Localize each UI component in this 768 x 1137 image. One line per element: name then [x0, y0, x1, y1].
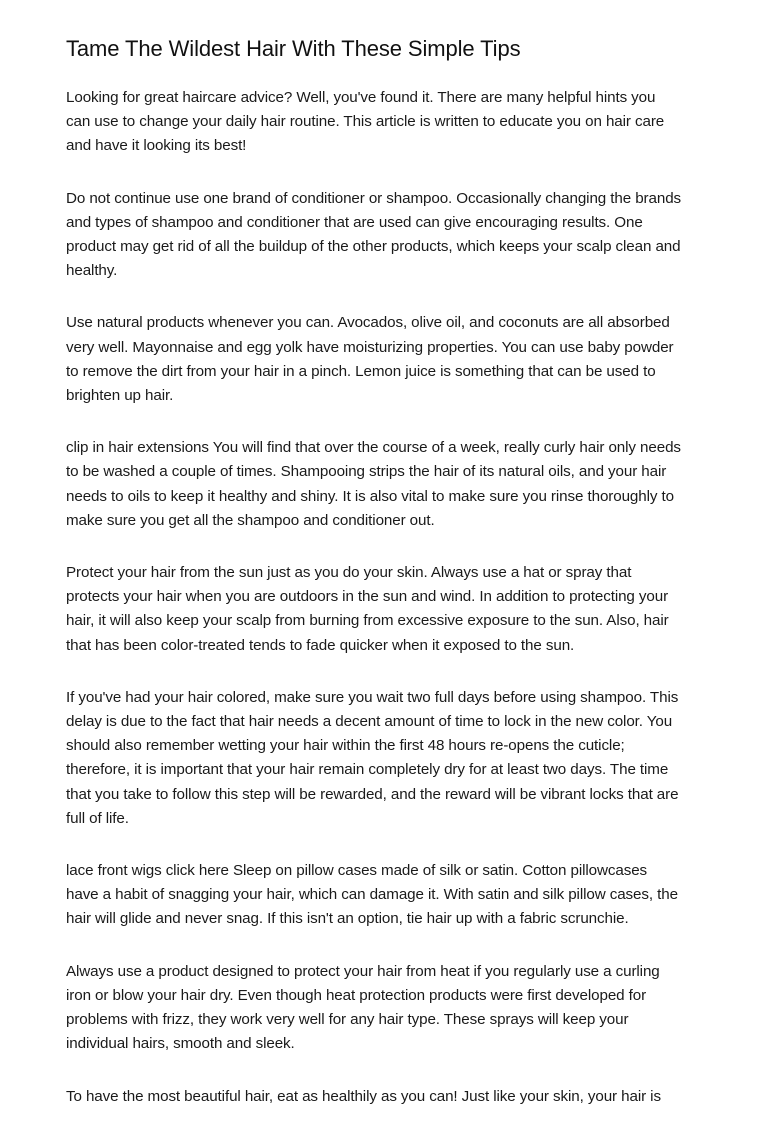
text-line: to be washed a couple of times. Shampooing strips the hair of its natural oils, and your hair — [66, 463, 667, 481]
text-line: Do not continue use one brand of conditioner or shampoo. Occasionally changing the brands — [66, 189, 682, 207]
paragraph — [66, 86, 716, 159]
text-line: hair will glide and never snag. If this isn't an option, tie hair up with a fabric scrunchie. — [66, 910, 629, 928]
text-line: that has been color-treated tends to fade quicker when it exposed to the sun. — [66, 636, 575, 654]
text-line: Always use a product designed to protect your hair from heat if you regularly use a curling — [66, 962, 660, 980]
paragraph — [66, 436, 716, 533]
text-line: to remove the dirt from your hair in a pinch. Lemon juice is something that can be used to — [66, 362, 656, 380]
text-line: full of life. — [66, 809, 129, 827]
text-line: brighten up hair. — [66, 387, 174, 405]
paragraph — [66, 960, 716, 1057]
text-line: problems with frizz, they work very well for any hair type. These sprays will keep your — [66, 1011, 629, 1029]
text-line: should also remember wetting your hair within the first 48 hours re-opens the cuticle; — [66, 737, 625, 755]
text-line: therefore, it is important that your hair remain completely dry for at least two days. The time — [66, 761, 669, 779]
text-line: lace front wigs click here Sleep on pillow cases made of silk or satin. Cotton pillowcases — [66, 862, 648, 880]
text-line: that you take to follow this step will be rewarded, and the reward will be vibrant locks that are — [66, 785, 679, 803]
paragraph — [66, 187, 716, 284]
text-line: product may get rid of all the buildup of the other products, which keeps your scalp clean and — [66, 238, 681, 256]
text-line: To have the most beautiful hair, eat as healthily as you can! Just like your skin, your hair is — [66, 1087, 661, 1105]
paragraph — [66, 311, 716, 408]
text-line: iron or blow your hair dry. Even though heat protection products were first developed for — [66, 986, 647, 1004]
text-line: Protect your hair from the sun just as you do your skin. Always use a hat or spray that — [66, 564, 632, 582]
paragraph — [66, 1085, 716, 1109]
text-line: and have it looking its best! — [66, 137, 247, 155]
text-line: healthy. — [66, 262, 118, 280]
text-line: Use natural products whenever you can. Avocados, olive oil, and coconuts are all absorbed — [66, 314, 670, 332]
text-line: very well. Mayonnaise and egg yolk have moisturizing properties. You can use baby powder — [66, 338, 674, 356]
text-line: protects your hair when you are outdoors in the sun and wind. In addition to protecting your — [66, 588, 669, 606]
text-line: make sure you get all the shampoo and conditioner out. — [66, 511, 435, 529]
text-line: have a habit of snagging your hair, which can damage it. With satin and silk pillow cases, the — [66, 886, 678, 904]
page-title: Tame The Wildest Hair With These Simple Tips — [66, 36, 521, 61]
article-body — [66, 86, 716, 1137]
paragraph — [66, 859, 716, 932]
text-line: can use to change your daily hair routine. This article is written to educate you on hair care — [66, 113, 665, 131]
text-line: and types of shampoo and conditioner that are used can give encouraging results. One — [66, 213, 643, 231]
paragraph — [66, 561, 716, 658]
text-line: delay is due to the fact that hair needs a decent amount of time to lock in the new color. You — [66, 713, 673, 731]
paragraph — [66, 686, 716, 831]
text-line: individual hairs, smooth and sleek. — [66, 1035, 295, 1053]
text-line: Looking for great haircare advice? Well, you've found it. There are many helpful hints you — [66, 89, 656, 106]
text-line: needs to oils to keep it healthy and shiny. It is also vital to make sure you rinse thoroughly to — [66, 487, 674, 505]
text-line: clip in hair extensions You will find that over the course of a week, really curly hair only needs — [66, 439, 681, 457]
text-line: If you've had your hair colored, make sure you wait two full days before using shampoo. This — [66, 688, 679, 706]
text-line: hair, it will also keep your scalp from burning from excessive exposure to the sun. Also, hair — [66, 612, 669, 630]
